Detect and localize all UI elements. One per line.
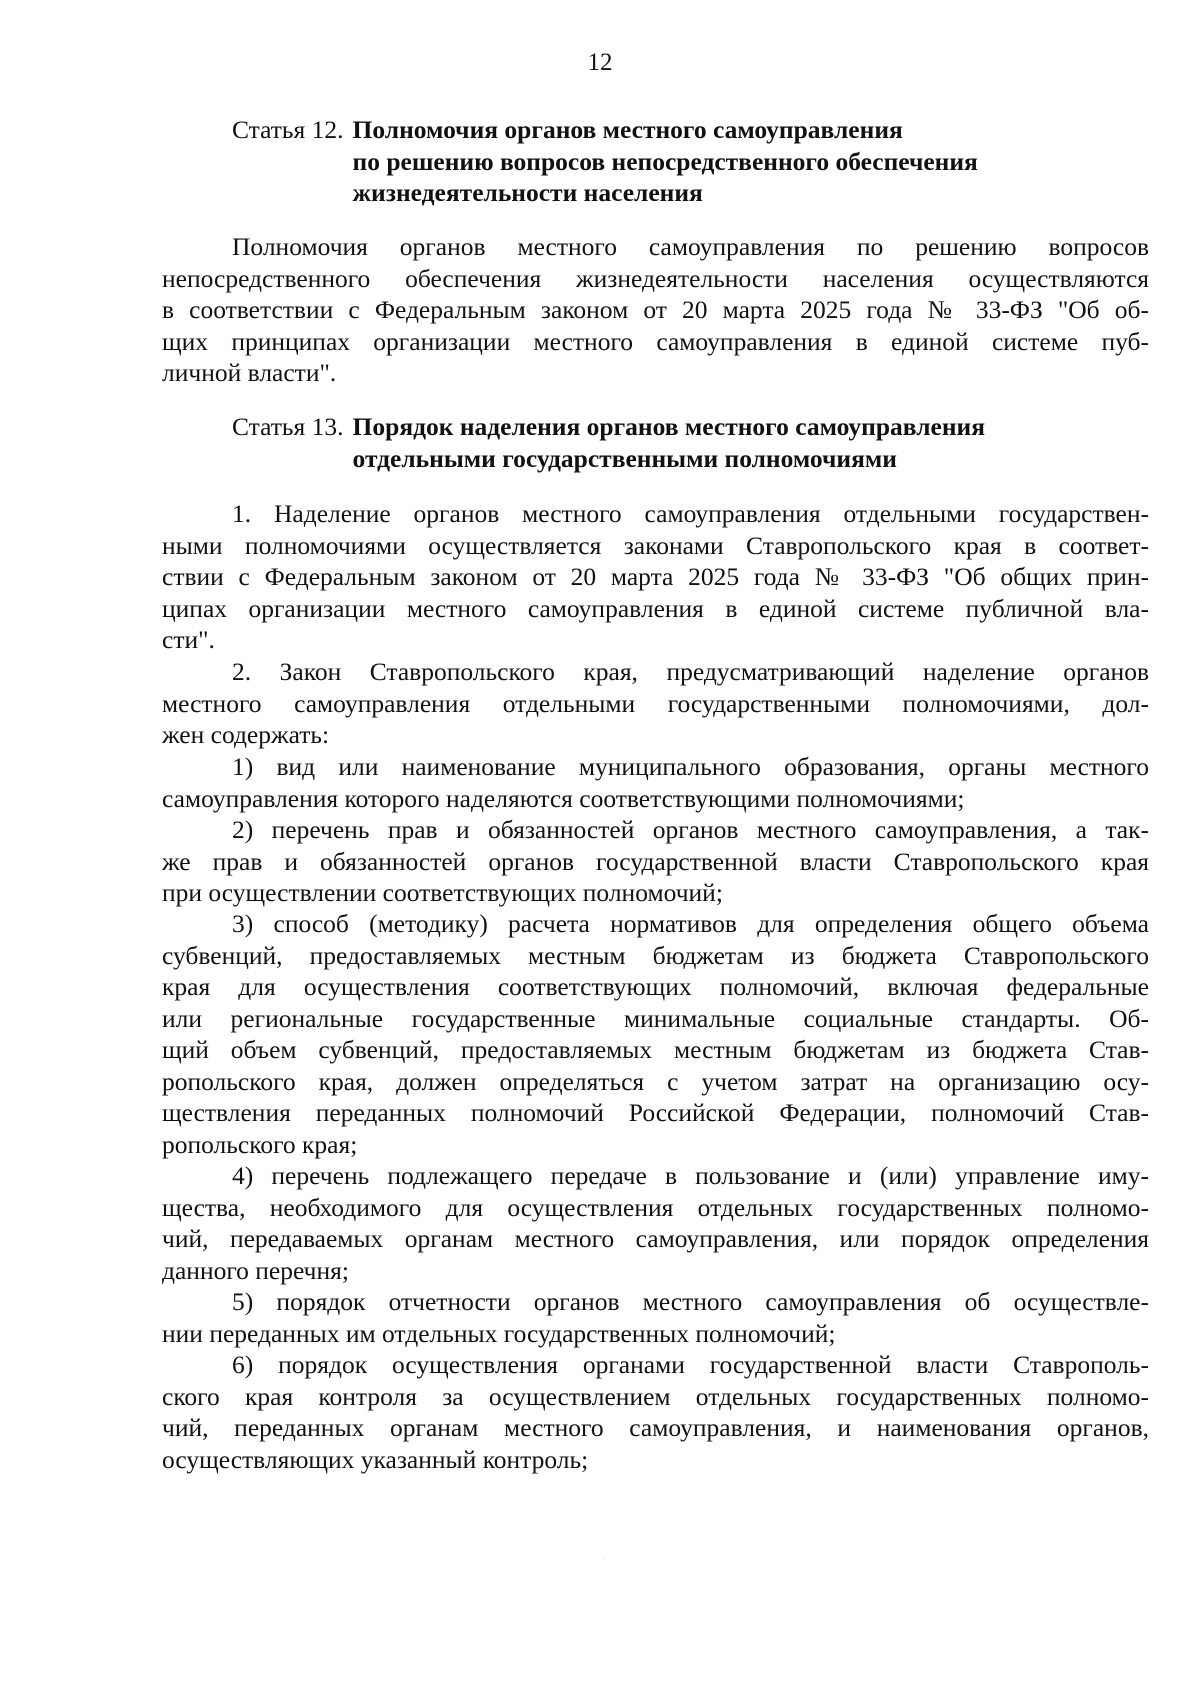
article-13-item-3 [162, 908, 1149, 1160]
text-line: 5) порядок отчетности органов местного самоуправления об осуществле- [232, 1287, 1149, 1316]
text-line: чий, передаваемых органам местного самоуправления, или порядок определения [162, 1224, 1149, 1253]
text-line: ропольского края; [162, 1129, 358, 1159]
text-line: местного самоуправления отдельными государственными полномочиями, дол- [162, 688, 1149, 718]
article-12-body [162, 231, 1149, 389]
text-line: края для осуществления соответствующих полномочий, включая федеральные [162, 972, 1149, 1001]
text-line: или региональные государственные минимальные социальные стандарты. Об- [162, 1003, 1149, 1033]
text-line: же прав и обязанностей органов государственной власти Ставропольского края [162, 846, 1149, 876]
text-line: 2. Закон Ставропольского края, предусматривающий наделение органов [232, 657, 1149, 686]
text-line: 4) перечень подлежащего передаче в пользование и (или) управление иму- [232, 1161, 1149, 1190]
article-13-title-line: Порядок наделения органов местного самоуправления [352, 412, 986, 441]
article-13-item-5 [162, 1286, 1149, 1349]
text-line: щих принципах организации местного самоуправления в единой системе пуб- [162, 326, 1149, 356]
text-line: в соответствии с Федеральным законом от 20 марта 2025 года № 33-ФЗ "Об об- [162, 295, 1149, 324]
text-line: ными полномочиями осуществляется законами Ставропольского края в соответ- [162, 530, 1149, 560]
text-line: жен содержать: [162, 720, 330, 749]
text-line: сти". [162, 625, 215, 654]
scan-speck [604, 1558, 605, 1559]
text-line: щества, необходимого для осуществления отдельных государственных полномо- [162, 1192, 1149, 1222]
article-13-heading [232, 411, 1162, 474]
text-line: данного перечня; [162, 1255, 349, 1285]
article-13-paragraph-2 [162, 656, 1149, 751]
article-12-title-line: Полномочия органов местного самоуправления [352, 115, 903, 144]
article-12-title [353, 114, 978, 209]
text-line: 1) вид или наименование муниципального образования, органы местного [232, 752, 1149, 781]
text-line: ствии с Федеральным законом от 20 марта 2025 года № 33-ФЗ "Об общих прин- [162, 562, 1149, 591]
article-13-title-line: отдельными государственными полномочиями [352, 443, 897, 473]
text-line: ципах организации местного самоуправления в единой системе публичной вла- [162, 593, 1149, 623]
article-13-title [353, 411, 986, 474]
text-line: осуществляющих указанный контроль; [162, 1444, 589, 1474]
article-13-item-1 [162, 751, 1149, 814]
article-12-title-line: по решению вопросов непосредственного обеспечения [352, 146, 978, 176]
text-line: 6) порядок осуществления органами государственной власти Ставрополь- [232, 1350, 1149, 1379]
text-line: ского края контроля за осуществлением отдельных государственных полномо- [162, 1381, 1149, 1411]
article-13-item-4 [162, 1160, 1149, 1286]
article-13-item-6 [162, 1349, 1149, 1475]
text-line: ществления переданных полномочий Российской Федерации, полномочий Став- [162, 1098, 1149, 1127]
text-line: 1. Наделение органов местного самоуправления отдельными государствен- [232, 499, 1149, 528]
text-line: субвенций, предоставляемых местным бюджетам из бюджета Ставропольского [162, 940, 1149, 970]
text-line: чий, переданных органам местного самоуправления, и наименования органов, [162, 1413, 1149, 1442]
text-line: личной власти". [162, 358, 337, 387]
text-line: 3) способ (методику) расчета нормативов для определения общего объема [232, 909, 1149, 938]
page-number: 12 [587, 49, 613, 76]
article-13-item-2 [162, 814, 1149, 909]
text-line: щий объем субвенций, предоставляемых местным бюджетам из бюджета Став- [162, 1035, 1149, 1064]
text-line: ропольского края, должен определяться с учетом затрат на организацию осу- [162, 1066, 1149, 1096]
text-line: при осуществлении соответствующих полномочий; [162, 878, 723, 907]
article-13-label: Статья 13. [232, 412, 344, 441]
article-13-paragraph-1 [162, 498, 1149, 656]
article-12-label: Статья 12. [232, 115, 344, 144]
text-line: 2) перечень прав и обязанностей органов местного самоуправления, а так- [232, 815, 1149, 844]
text-line: самоуправления которого наделяются соответствующими полномочиями; [162, 783, 965, 813]
text-line: непосредственного обеспечения жизнедеятельности населения осуществляются [162, 263, 1149, 293]
article-12-heading [232, 114, 1162, 209]
text-line: Полномочия органов местного самоуправления по решению вопросов [232, 232, 1149, 261]
article-12-title-line: жизнедеятельности населения [352, 178, 703, 207]
text-line: нии переданных им отдельных государственных полномочий; [162, 1318, 836, 1348]
